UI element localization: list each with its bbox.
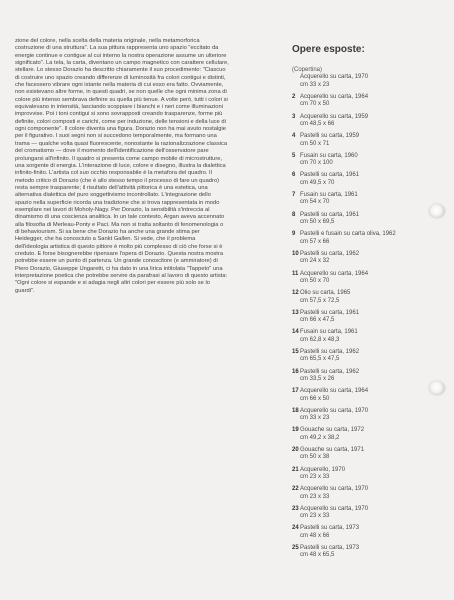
work-dims: cm 23 x 33 <box>300 474 330 480</box>
work-item-16 <box>292 369 442 384</box>
work-dims: cm 48 x 65,5 <box>300 552 335 559</box>
work-item-19 <box>292 427 442 442</box>
binder-hole-top <box>429 204 445 218</box>
work-number: 24 <box>292 525 299 532</box>
work-title: Pastelli su carta, 1959 <box>300 133 360 140</box>
work-title: Acquerello, 1970 <box>300 466 346 473</box>
work-title: Pastelli su carta, 1962 <box>300 348 360 355</box>
work-item-13 <box>292 310 442 325</box>
work-dims: cm 54 x 70 <box>300 199 330 206</box>
work-item-14 <box>292 329 442 344</box>
work-number: 20 <box>292 446 299 453</box>
work-item-4 <box>292 133 442 148</box>
essay-text: zione del colore, nella scelta della materia originale, nella metamorforica costruzione di una struttura". La sua pittura rappresenta uno spazio "eccitato da energie continue e contigue al cui interno la nostra operazione assume un ulteriore significato". La tela, la carta, diventano un campo magnetico con carattere cellulare, stellare. Lo stesso Dorazio ha descritto chiaramente il suo procedimento: "Ciascuo di costruire uno spazio creando differenze di luminosità fra colori contigui e distinti, che facessero vibrare ogni istante nella materia di cui esso era fatto. Ovviamente, non esistevano altre forme, in questi quadri, se non quelle che ogni minima zona di colore più intenso sembrava definire su quella più tenue. A volte però, tutti i colori si equivalevano in intensità, lasciando scoppiare i bianchi e i neri come illuminazioni improvvise. Poi i toni contigui si sono sovrapposti creando trasparenze, forme più definite, colori composti e carichi, come per induzione, delle tensioni e della luce di ogni componente". Il colore diventa una figura. Dorazio non ha mai avuto nostalgie per il figurativo. I suoi segni non si succedono temporalmente, ma formano una trama — qualche volta quasi fluorescente, nonostante la razionalizzazione classica del cromatismo — dove il momento dell'identificazione dell'osservatore pare prolungarsi all'infinito. Il quadro si presenta come campo mobile di microstrutture, una sorgente di energia. L'interazione di luce, colore e disegno, illustra la dialettica infinito-finito. L'artista col suo occhio responsabile è la metafora del quadro. Il metodo critico di Dorazio (che è allo stesso tempo il processo di fare un quadro) resta sempre trasparente; il risultato dell'attività pittorica è una estetica, una alternativa dialettica del puro soggettivismo incontrollato. L'integrazione dello spazio nella superficie ricorda una tradizione che si trova rappresentata in modo esemplare nei lavori di Moholy-Nagy. Per Dorazio, la sensibilità s'intreccia al dinamismo di una coscienza analitica. In un tale contesto, Argan aveva accennato alla filosofia di Merleau-Ponty e Paci. Ma non si tratta soltanto di fenomenologia o di behaviourism. Si sa bene che Dorazio ha anche una grande stima per Heidegger, che ha conosciuto a Sankt Gallen. Si vede, che il problema dell'ideologia artistica di questo pittore è molto più complesso di ciò che forse si è creduto. E forse bisognerebbe ripensare l'opera di Dorazio. Questa nostra mostra potrebbe essere un punto di partenza. Un grande conoscitore (e ammiratore) di Piero Dorazio, Giuseppe Ungaretti, ci ha dato in una lirica intitolata "Tappeto" una interpretazione poetica che potrebbe servire da parafrasi al lavoro di questo artista: "Ogni colore si espande e si adagia negli altri colori per essere più solo se lo guardi". <box>15 38 229 294</box>
work-number: 7 <box>292 192 296 199</box>
work-item-6 <box>292 172 442 187</box>
work-dims: cm 66 x 50 <box>300 395 330 402</box>
work-number: 23 <box>292 505 299 512</box>
work-title: Fusain su carta, 1961 <box>300 329 358 336</box>
work-title: Pastelli su carta, 1962 <box>300 250 360 257</box>
work-number: 14 <box>292 329 299 336</box>
works-heading: Opere esposte: <box>292 44 365 55</box>
work-title: Pastelli su carta, 1961 <box>300 309 360 316</box>
work-dims: cm 23 x 33 <box>300 513 330 520</box>
work-title: Acquerello su carta, 1970 <box>300 486 369 493</box>
work-number: 25 <box>292 545 299 552</box>
work-item-11 <box>292 271 442 286</box>
work-title: Pastelli e fusain su carta oliva, 1962 <box>300 231 396 238</box>
work-item-23 <box>292 506 442 521</box>
work-number: 19 <box>292 427 299 434</box>
work-title: Acquerello su carta, 1964 <box>300 94 369 101</box>
work-number: 15 <box>292 348 299 355</box>
work-item-3 <box>292 114 442 129</box>
work-item-25 <box>292 545 442 560</box>
work-number: 16 <box>292 368 299 375</box>
work-title: Pastelli su carta, 1962 <box>300 368 360 375</box>
work-item-21 <box>292 467 442 482</box>
works-list-column <box>292 44 442 565</box>
work-item-2 <box>292 94 442 109</box>
work-dims: cm 57 x 66 <box>300 238 330 245</box>
work-number: 17 <box>292 388 299 395</box>
work-dims: cm 48,5 x 66 <box>300 121 335 128</box>
work-item-24 <box>292 525 442 540</box>
work-title: Pastelli su carta, 1973 <box>300 525 360 532</box>
work-dims: cm 49,5 x 70 <box>300 179 335 186</box>
work-item-15 <box>292 349 442 364</box>
work-item-22 <box>292 486 442 501</box>
work-number: 5 <box>292 152 296 159</box>
work-dims: cm 70 x 100 <box>300 160 333 167</box>
work-number: 13 <box>292 309 299 316</box>
work-item-7 <box>292 192 442 207</box>
work-number: 2 <box>292 94 296 101</box>
work-number: 10 <box>292 250 299 257</box>
work-number: 11 <box>292 270 299 277</box>
work-item-12 <box>292 290 442 305</box>
work-dims: cm 50 x 69,5 <box>300 219 335 226</box>
work-title: Acquerello su carta, 1970 <box>300 74 369 81</box>
work-title: Pastelli su carta, 1973 <box>300 545 360 552</box>
work-item-17 <box>292 388 442 403</box>
binder-hole-bottom <box>429 381 445 395</box>
work-item-18 <box>292 408 442 423</box>
work-number: 4 <box>292 133 296 140</box>
work-title: Pastelli su carta, 1961 <box>300 211 360 218</box>
cover-label: (Copertina) <box>292 67 323 73</box>
essay-column <box>15 38 229 295</box>
work-number: 12 <box>292 290 299 297</box>
work-title: Acquerello su carta, 1964 <box>300 270 369 277</box>
work-title: Olio su carta, 1965 <box>300 290 351 297</box>
work-title: Acquerello su carta, 1970 <box>300 407 369 414</box>
work-dims: cm 57,5 x 72,5 <box>300 297 340 304</box>
work-item-8 <box>292 212 442 227</box>
work-dims: cm 48 x 66 <box>300 532 330 539</box>
work-item-20 <box>292 447 442 462</box>
work-number: 22 <box>292 486 299 493</box>
work-dims: cm 70 x 50 <box>300 101 330 108</box>
work-number: 6 <box>292 172 296 179</box>
work-title: Pastelli su carta, 1961 <box>300 172 360 179</box>
work-item-5 <box>292 153 442 168</box>
work-dims: cm 50 x 70 <box>300 277 330 284</box>
work-number: 9 <box>292 231 296 238</box>
work-dims: cm 65,5 x 47,5 <box>300 356 340 363</box>
work-item-1 <box>292 74 442 89</box>
work-title: Gouache su carta, 1971 <box>300 446 365 453</box>
work-title: Fusain su carta, 1960 <box>300 152 358 159</box>
works-list <box>292 74 442 559</box>
work-number: 18 <box>292 407 299 414</box>
work-title: Acquerello su carta, 1970 <box>300 505 369 512</box>
work-number: 8 <box>292 211 296 218</box>
work-dims: cm 66 x 47,5 <box>300 317 335 324</box>
work-dims: cm 50 x 71 <box>300 140 330 147</box>
work-title: Acquerello su carta, 1959 <box>300 113 369 120</box>
work-dims: cm 50 x 38 <box>300 454 330 461</box>
work-dims: cm 33 x 23 <box>300 415 330 422</box>
work-number: 3 <box>292 113 296 120</box>
work-item-10 <box>292 251 442 266</box>
work-dims: cm 23 x 33 <box>300 493 330 500</box>
work-title: Acquerello su carta, 1964 <box>300 388 369 395</box>
work-dims: cm 33 x 23 <box>300 81 330 88</box>
work-dims: cm 62,8 x 48,3 <box>300 336 340 343</box>
work-dims: cm 24 x 32 <box>300 258 330 265</box>
work-item-9 <box>292 231 442 246</box>
work-dims: cm 49,2 x 38,2 <box>300 434 340 441</box>
work-title: Fusain su carta, 1961 <box>300 192 358 199</box>
work-dims: cm 33,5 x 26 <box>300 375 335 382</box>
work-title: Gouache su carta, 1972 <box>300 427 365 434</box>
work-number: 21 <box>292 466 299 473</box>
